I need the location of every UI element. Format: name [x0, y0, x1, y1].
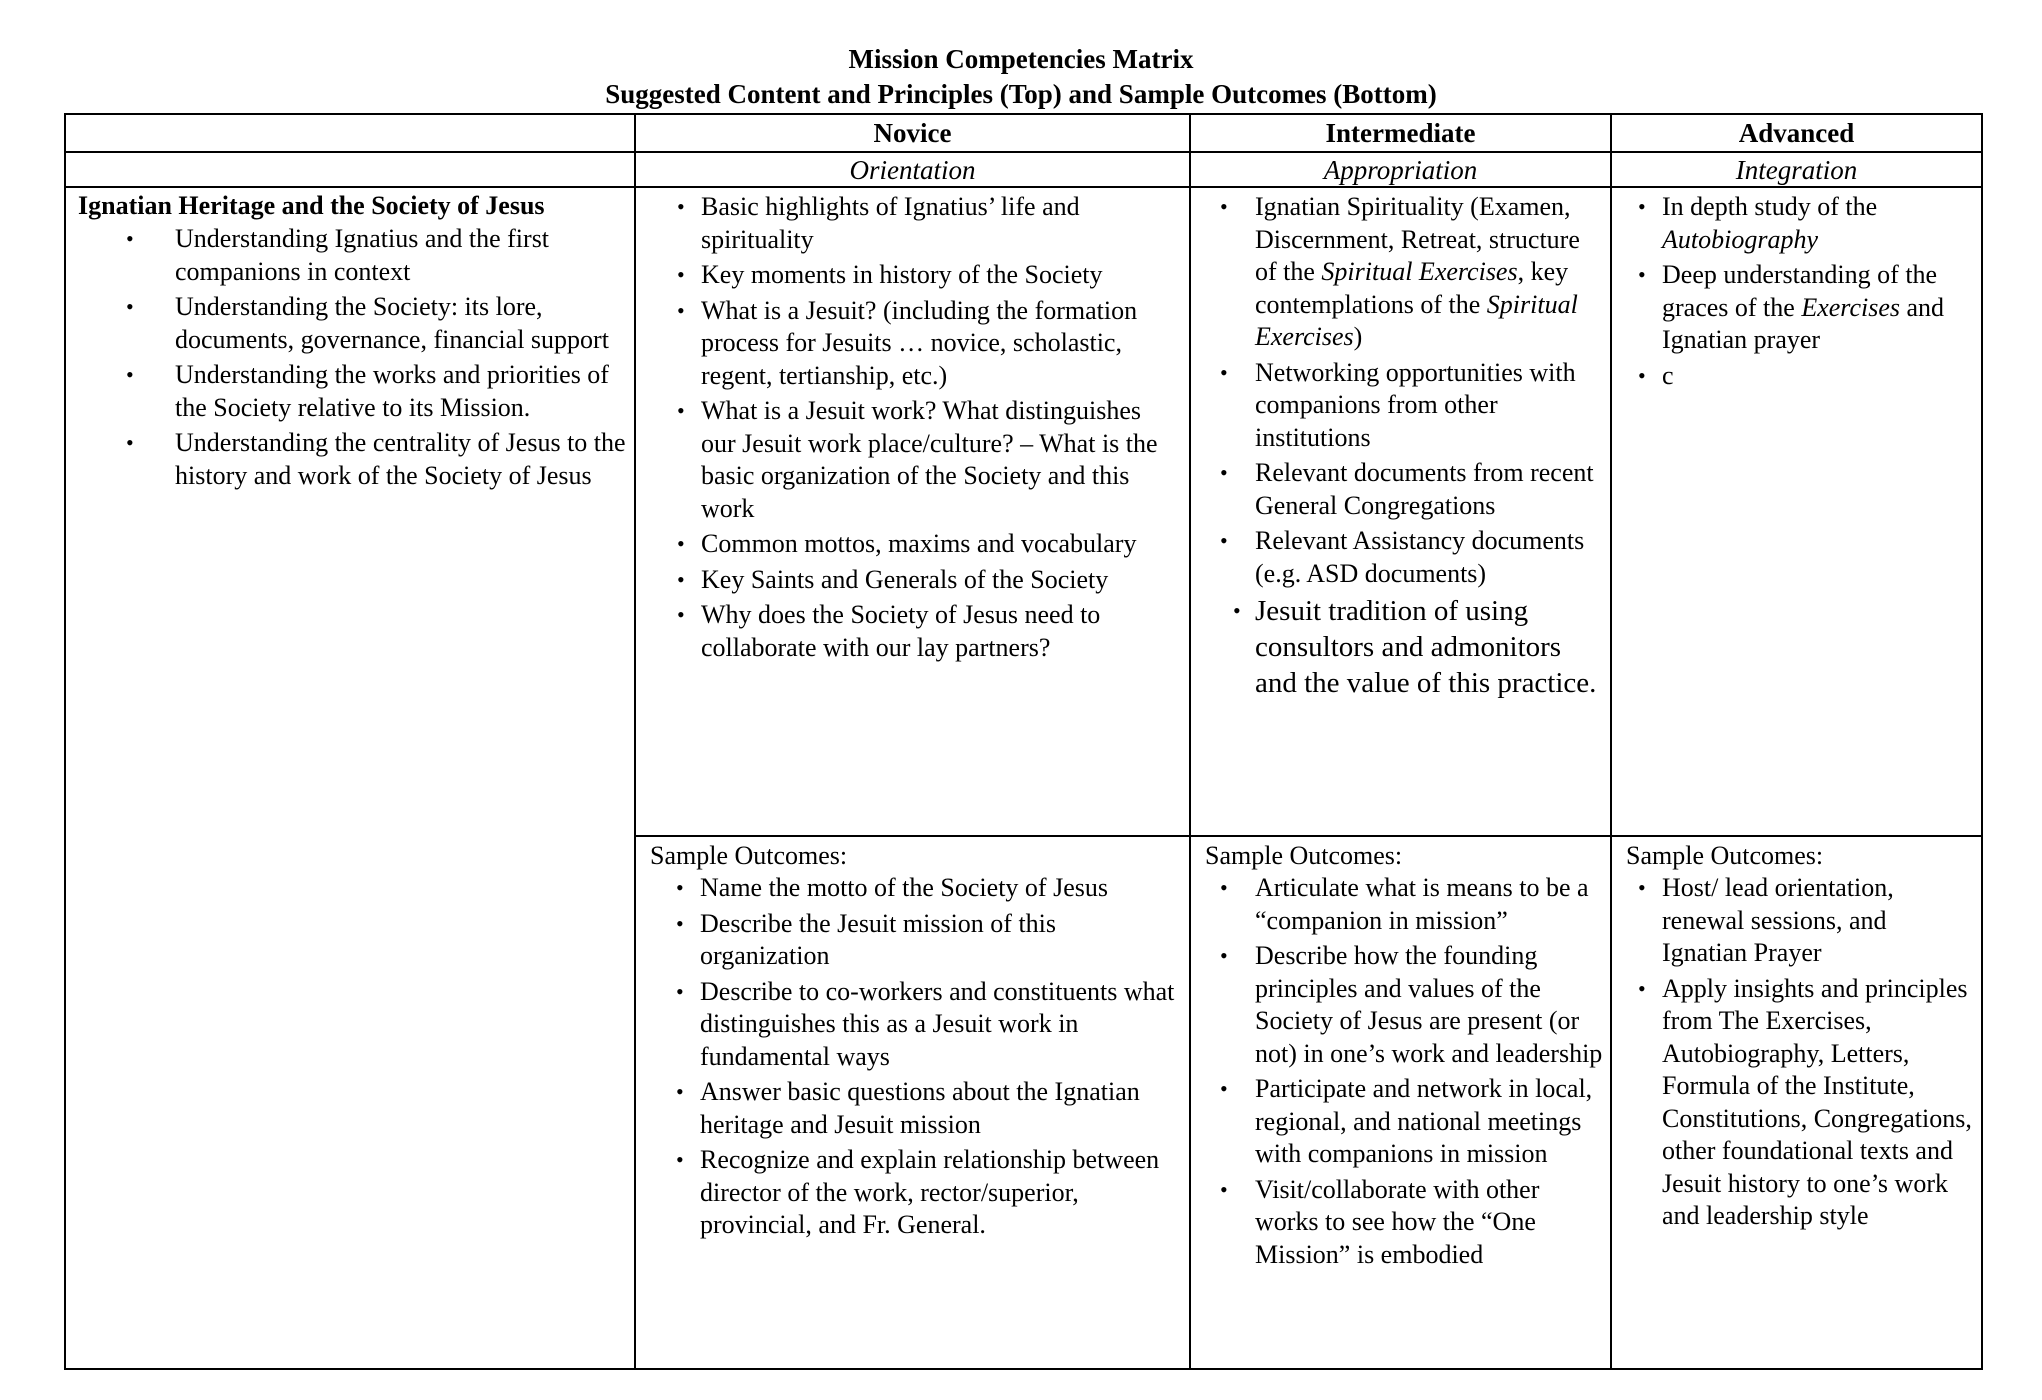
novice-content-list: [636, 191, 1181, 664]
sample-outcomes-label: Sample Outcomes:: [1626, 841, 1824, 870]
column-header-novice: Novice: [873, 118, 952, 148]
bullet-icon: •: [676, 978, 684, 1004]
list-item: • Common mottos, maxims and vocabulary: [701, 528, 1181, 561]
document-title: Mission Competencies Matrix: [848, 44, 1194, 74]
bullet-icon: •: [1220, 1176, 1228, 1202]
row-header-cell: [78, 189, 628, 495]
advanced-outcomes-cell: [1626, 839, 1977, 1236]
bullet-icon: •: [126, 226, 134, 251]
list-item: • Name the motto of the Society of Jesus: [700, 872, 1185, 905]
bullet-icon: •: [1638, 194, 1646, 219]
row-header-list: [78, 223, 628, 492]
list-item: • Participate and network in local, regional, and national meetings with companions in mission: [1220, 1074, 1593, 1168]
list-item: • Relevant documents from recent General Congregations: [1220, 458, 1594, 520]
novice-outcomes-list: [650, 872, 1185, 1242]
bullet-icon: •: [677, 531, 685, 556]
bullet-icon: •: [677, 194, 685, 219]
column-stage-integration: Integration: [1735, 155, 1858, 185]
bullet-icon: •: [676, 1147, 684, 1172]
bullet-icon: •: [126, 294, 134, 319]
bullet-icon: •: [1220, 875, 1228, 900]
list-item: • Understanding the works and priorities of the Society relative to its Mission.: [126, 360, 609, 422]
list-item: • Why does the Society of Jesus need to collaborate with our lay partners?: [677, 600, 1101, 662]
list-item: • Describe how the founding principles and values of the Society of Jesus are present (or not) in one’s work and leadership: [1220, 941, 1603, 1068]
row-header-title: Ignatian Heritage and the Society of Jesus: [78, 191, 545, 220]
intermediate-content-list: [1191, 191, 1606, 701]
bullet-icon: •: [1638, 362, 1646, 388]
list-item: • Understanding Ignatius and the first companions in context: [126, 224, 550, 286]
bullet-icon: •: [126, 430, 134, 455]
list-item: • c: [1662, 360, 1977, 393]
column-stage-orientation: Orientation: [849, 155, 976, 185]
advanced-content-cell: [1612, 191, 1977, 395]
list-item: • Relevant Assistancy documents (e.g. ASD documents): [1220, 526, 1585, 588]
bullet-icon: •: [677, 398, 685, 423]
list-item: • Key Saints and Generals of the Society: [701, 564, 1181, 597]
bullet-icon: •: [1220, 460, 1228, 485]
bullet-icon: •: [677, 602, 685, 627]
list-item: • What is a Jesuit work? What distinguishes our Jesuit work place/culture? – What is the basic organization of the Society and this work: [677, 396, 1158, 523]
bullet-icon: •: [1638, 262, 1646, 287]
advanced-outcomes-list: [1626, 872, 1977, 1233]
list-item: • What is a Jesuit? (including the formation process for Jesuits … novice, scholastic, regent, tertianship, etc.): [677, 295, 1138, 390]
bullet-icon: •: [1220, 194, 1228, 219]
column-stage-appropriation: Appropriation: [1323, 155, 1478, 185]
bullet-icon: •: [1220, 359, 1228, 385]
bullet-icon: •: [676, 875, 684, 900]
column-header-intermediate: Intermediate: [1325, 118, 1476, 148]
bullet-icon: •: [676, 1079, 684, 1104]
sample-outcomes-label: Sample Outcomes:: [650, 841, 848, 870]
novice-content-cell: [636, 191, 1181, 667]
list-item: • Articulate what is means to be a “companion in mission”: [1220, 873, 1589, 935]
competency-matrix-table: [64, 113, 1983, 1370]
bullet-icon: •: [1638, 975, 1646, 1001]
list-item: • Jesuit tradition of using consultors and admonitors and the value of this practice.: [1233, 595, 1597, 699]
list-item: • Visit/collaborate with other works to see how the “One Mission” is embodied: [1220, 1174, 1540, 1269]
bullet-icon: •: [1638, 875, 1646, 900]
list-item: • Understanding the centrality of Jesus to the history and work of the Society of Jesus: [126, 428, 626, 490]
bullet-icon: •: [1220, 1076, 1228, 1101]
list-item: • Recognize and explain relationship between director of the work, rector/superior, provincial, and Fr. General.: [676, 1145, 1160, 1239]
column-header-advanced: Advanced: [1738, 118, 1855, 148]
list-item: • Answer basic questions about the Ignatian heritage and Jesuit mission: [676, 1077, 1140, 1139]
list-item: • Apply insights and principles from The Exercises, Autobiography, Letters, Formula of the Institute, Constitutions, Congregations, other foundational texts and Jesuit history to one’s work and leadership style: [1638, 973, 1972, 1230]
list-item: • In depth study of the Autobiography: [1638, 192, 1878, 254]
list-item: • Key moments in history of the Society: [701, 259, 1181, 292]
bullet-icon: •: [677, 297, 685, 323]
document-title-block: [0, 42, 2042, 112]
intermediate-content-cell: [1191, 191, 1606, 704]
list-item: • Networking opportunities with companions from other institutions: [1220, 357, 1576, 452]
list-item: • Basic highlights of Ignatius’ life and spirituality: [677, 192, 1080, 254]
bullet-icon: •: [126, 362, 134, 387]
intermediate-outcomes-cell: [1205, 839, 1606, 1274]
intermediate-outcomes-list: [1205, 872, 1606, 1271]
bullet-icon: •: [1220, 528, 1228, 553]
list-item: • Deep understanding of the graces of the Exercises and Ignatian prayer: [1638, 260, 1945, 354]
bullet-icon: •: [1220, 943, 1228, 968]
bullet-icon: •: [676, 910, 684, 936]
bullet-icon: •: [677, 566, 685, 592]
document-subtitle: Suggested Content and Principles (Top) and Sample Outcomes (Bottom): [605, 79, 1437, 109]
list-item: • Describe the Jesuit mission of this organization: [676, 908, 1057, 970]
sample-outcomes-label: Sample Outcomes:: [1205, 841, 1403, 870]
list-item: • Describe to co-workers and constituents what distinguishes this as a Jesuit work in fundamental ways: [676, 976, 1175, 1071]
outcomes-row-divider: [634, 835, 1981, 837]
bullet-icon: •: [1233, 598, 1241, 623]
list-item: • Ignatian Spirituality (Examen, Discernment, Retreat, structure of the Spiritual Exercises, key contemplations of the Spiritual Exercises): [1220, 192, 1580, 351]
novice-outcomes-cell: [650, 839, 1185, 1245]
list-item: • Understanding the Society: its lore, documents, governance, financial support: [126, 292, 609, 354]
bullet-icon: •: [677, 262, 685, 287]
advanced-content-list: [1612, 191, 1977, 392]
list-item: • Host/ lead orientation, renewal sessions, and Ignatian Prayer: [1638, 873, 1894, 967]
